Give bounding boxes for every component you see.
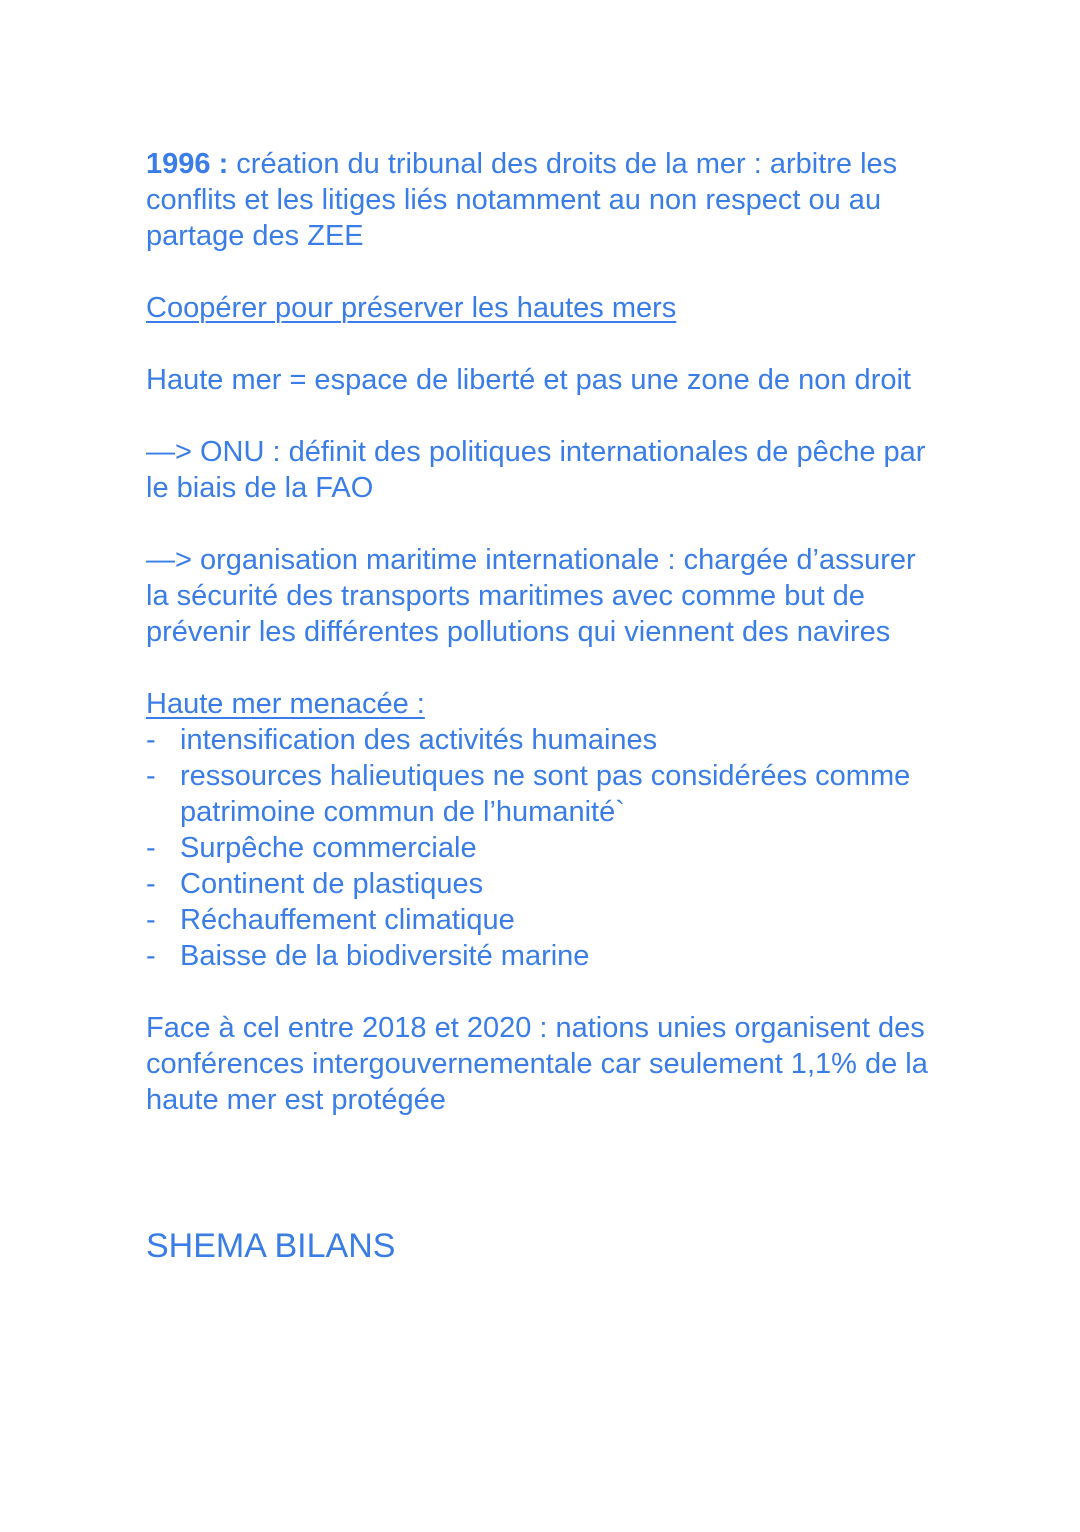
- list-item-text: ressources halieutiques ne sont pas considérées comme patrimoine commun de l’humanité`: [180, 760, 911, 828]
- intro-text: création du tribunal des droits de la mer : arbitre les conflits et les litiges liés notamment au non respect ou au partage des ZEE: [146, 148, 898, 252]
- dash-bullet: -: [146, 724, 156, 756]
- dash-bullet: -: [146, 760, 156, 792]
- spacer: [146, 1118, 946, 1226]
- document-content: [146, 146, 946, 1266]
- dash-bullet: -: [146, 868, 156, 900]
- list-item: [146, 902, 946, 938]
- list-item: [146, 866, 946, 902]
- list-item: [146, 722, 946, 758]
- list-item: [146, 758, 946, 830]
- list-item: [146, 938, 946, 974]
- haute-mer-definition: Haute mer = espace de liberté et pas une zone de non droit: [146, 364, 911, 396]
- section-heading-cooperer: Coopérer pour préserver les hautes mers: [146, 292, 677, 324]
- list-item-text: Réchauffement climatique: [180, 904, 515, 936]
- footer-title: SHEMA BILANS: [146, 1227, 396, 1265]
- intro-paragraph: [146, 146, 946, 254]
- omi-paragraph: —> organisation maritime internationale : chargée d’assurer la sécurité des transports maritimes avec comme but de prévenir les différentes pollutions qui viennent des navires: [146, 544, 916, 648]
- list-item-text: Continent de plastiques: [180, 868, 484, 900]
- dash-bullet: -: [146, 832, 156, 864]
- list-item-text: intensification des activités humaines: [180, 724, 658, 756]
- list-item-text: Surpêche commerciale: [180, 832, 477, 864]
- list-item: [146, 830, 946, 866]
- conclusion-paragraph: Face à cel entre 2018 et 2020 : nations unies organisent des conférences intergouvernementale car seulement 1,1% de la haute mer est protégée: [146, 1012, 928, 1116]
- section-heading-menacee: Haute mer menacée :: [146, 688, 425, 720]
- onu-paragraph: —> ONU : définit des politiques internationales de pêche par le biais de la FAO: [146, 436, 926, 504]
- threats-list: [146, 722, 946, 974]
- dash-bullet: -: [146, 940, 156, 972]
- dash-bullet: -: [146, 904, 156, 936]
- list-item-text: Baisse de la biodiversité marine: [180, 940, 590, 972]
- intro-year: 1996 :: [146, 148, 229, 180]
